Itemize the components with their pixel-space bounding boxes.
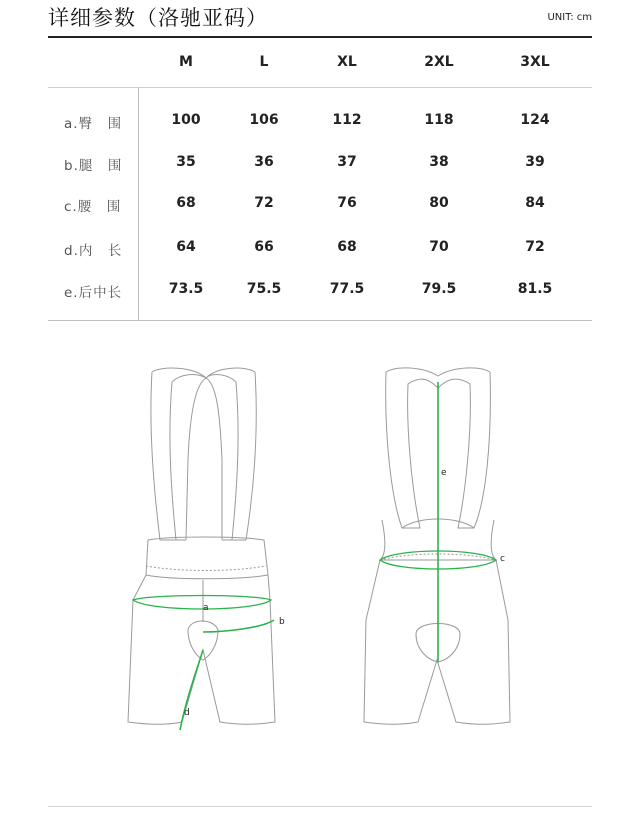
front-chamois [188, 621, 218, 660]
label-c: c [500, 554, 505, 564]
table-bottom-divider [48, 320, 592, 321]
column-header-2xl: 2XL [424, 54, 454, 70]
label-b: b [279, 617, 285, 627]
row-label-waist: c.腰 围 [64, 199, 122, 215]
table-cell: 106 [249, 112, 279, 128]
label-a: a [203, 603, 209, 613]
column-header-m: M [179, 54, 193, 70]
label-e: e [441, 468, 447, 478]
table-row [0, 239, 640, 259]
front-right-strap [206, 372, 256, 540]
row-label-inseam: d.内 长 [64, 243, 123, 259]
row-label-thigh: b.腿 围 [64, 158, 123, 174]
table-cell: 39 [525, 154, 545, 170]
measure-line-b [203, 620, 274, 632]
table-cell: 80 [429, 195, 449, 211]
header-divider [48, 87, 592, 88]
top-divider [48, 36, 592, 38]
table-cell: 37 [337, 154, 357, 170]
front-view [128, 368, 275, 724]
column-header-l: L [259, 54, 269, 70]
page-title: 详细参数（洛驰亚码） [48, 6, 268, 30]
front-waist-band [146, 537, 268, 579]
table-cell: 100 [171, 112, 201, 128]
row-label-back-length: e.后中长 [64, 285, 123, 301]
back-view [364, 368, 510, 724]
unit-label: UNIT: cm [547, 12, 592, 23]
label-d: d [184, 708, 190, 718]
size-header-row [0, 54, 640, 74]
table-cell: 72 [525, 239, 545, 255]
table-row [0, 195, 640, 215]
front-left-strap [151, 372, 206, 540]
table-cell: 76 [337, 195, 357, 211]
table-cell: 75.5 [246, 281, 282, 297]
table-row [0, 154, 640, 174]
table-cell: 73.5 [168, 281, 204, 297]
table-cell: 118 [424, 112, 454, 128]
table-cell: 35 [176, 154, 196, 170]
table-row [0, 281, 640, 301]
table-cell: 81.5 [517, 281, 553, 297]
table-row [0, 112, 640, 132]
table-cell: 68 [337, 239, 357, 255]
table-cell: 112 [332, 112, 362, 128]
table-cell: 77.5 [329, 281, 365, 297]
footer-divider [48, 806, 592, 807]
column-header-xl: XL [337, 54, 357, 70]
table-cell: 64 [176, 239, 196, 255]
measure-line-a [133, 596, 271, 610]
table-cell: 66 [254, 239, 274, 255]
bib-shorts-measurement-diagram [0, 330, 640, 750]
back-shorts-body [364, 560, 510, 724]
table-cell: 79.5 [421, 281, 457, 297]
table-cell: 84 [525, 195, 545, 211]
back-measurement-lines [380, 382, 496, 662]
table-cell: 38 [429, 154, 449, 170]
column-header-3xl: 3XL [520, 54, 550, 70]
table-cell: 36 [254, 154, 274, 170]
table-cell: 124 [520, 112, 550, 128]
row-label-hip: a.臀 围 [64, 116, 123, 132]
table-cell: 70 [429, 239, 449, 255]
table-cell: 72 [254, 195, 274, 211]
table-cell: 68 [176, 195, 196, 211]
